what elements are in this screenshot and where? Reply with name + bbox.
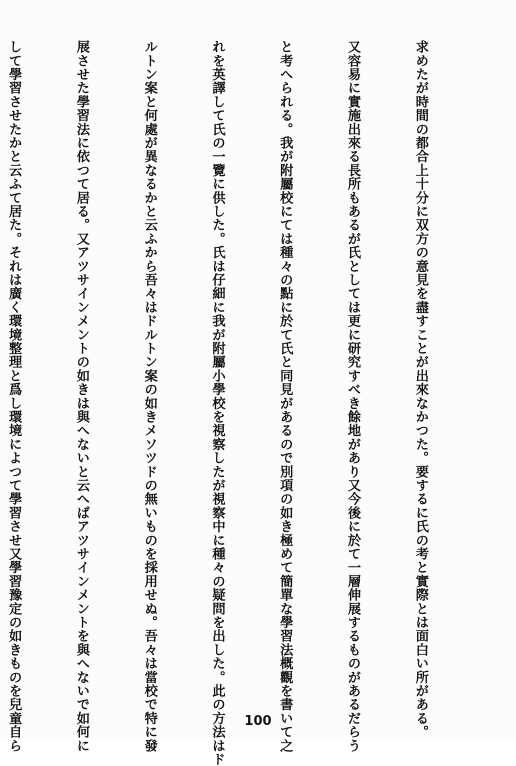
- text-line: して學習させたかと云ふて居た。それは廣く環境整理と爲し環境によつて學習させ又學習豫定の如きものを兒童自ら: [6, 40, 22, 753]
- text-line: 又容易に實施出來る長所もあるが氏としては更に研究すべき餘地があり又今後に於て一層伸展するものがあるだらう: [345, 40, 361, 753]
- text-line: 求めたが時間の都合上十分に双方の意見を盡すことが出來なかつた。要するに氏の考と實際とは面白い所がある。: [412, 40, 428, 739]
- page-number: 100: [244, 714, 272, 729]
- text-line: ルトン案と何處が異なるかと云ふから吾々はドルトン案の如きメソツドの無いものを採用せぬ。吾々は當校で特に發: [141, 40, 157, 753]
- text-line: 展させた學習法に依つて居る。又アツサインメントの如きは與へないと云へばアツサインメントを與へないで如何に: [73, 40, 89, 753]
- text-line: と考へられる。我が附屬校にては種々の點に於て氏と同見があるので別項の如き極めて簡單な學習法概觀を書いて之: [277, 40, 293, 753]
- text-line: れを英譯して氏の一覽に供した。氏は仔細に我が附屬小學校を視察したが視察中に種々の疑問を出した。此の方法はド: [209, 40, 225, 766]
